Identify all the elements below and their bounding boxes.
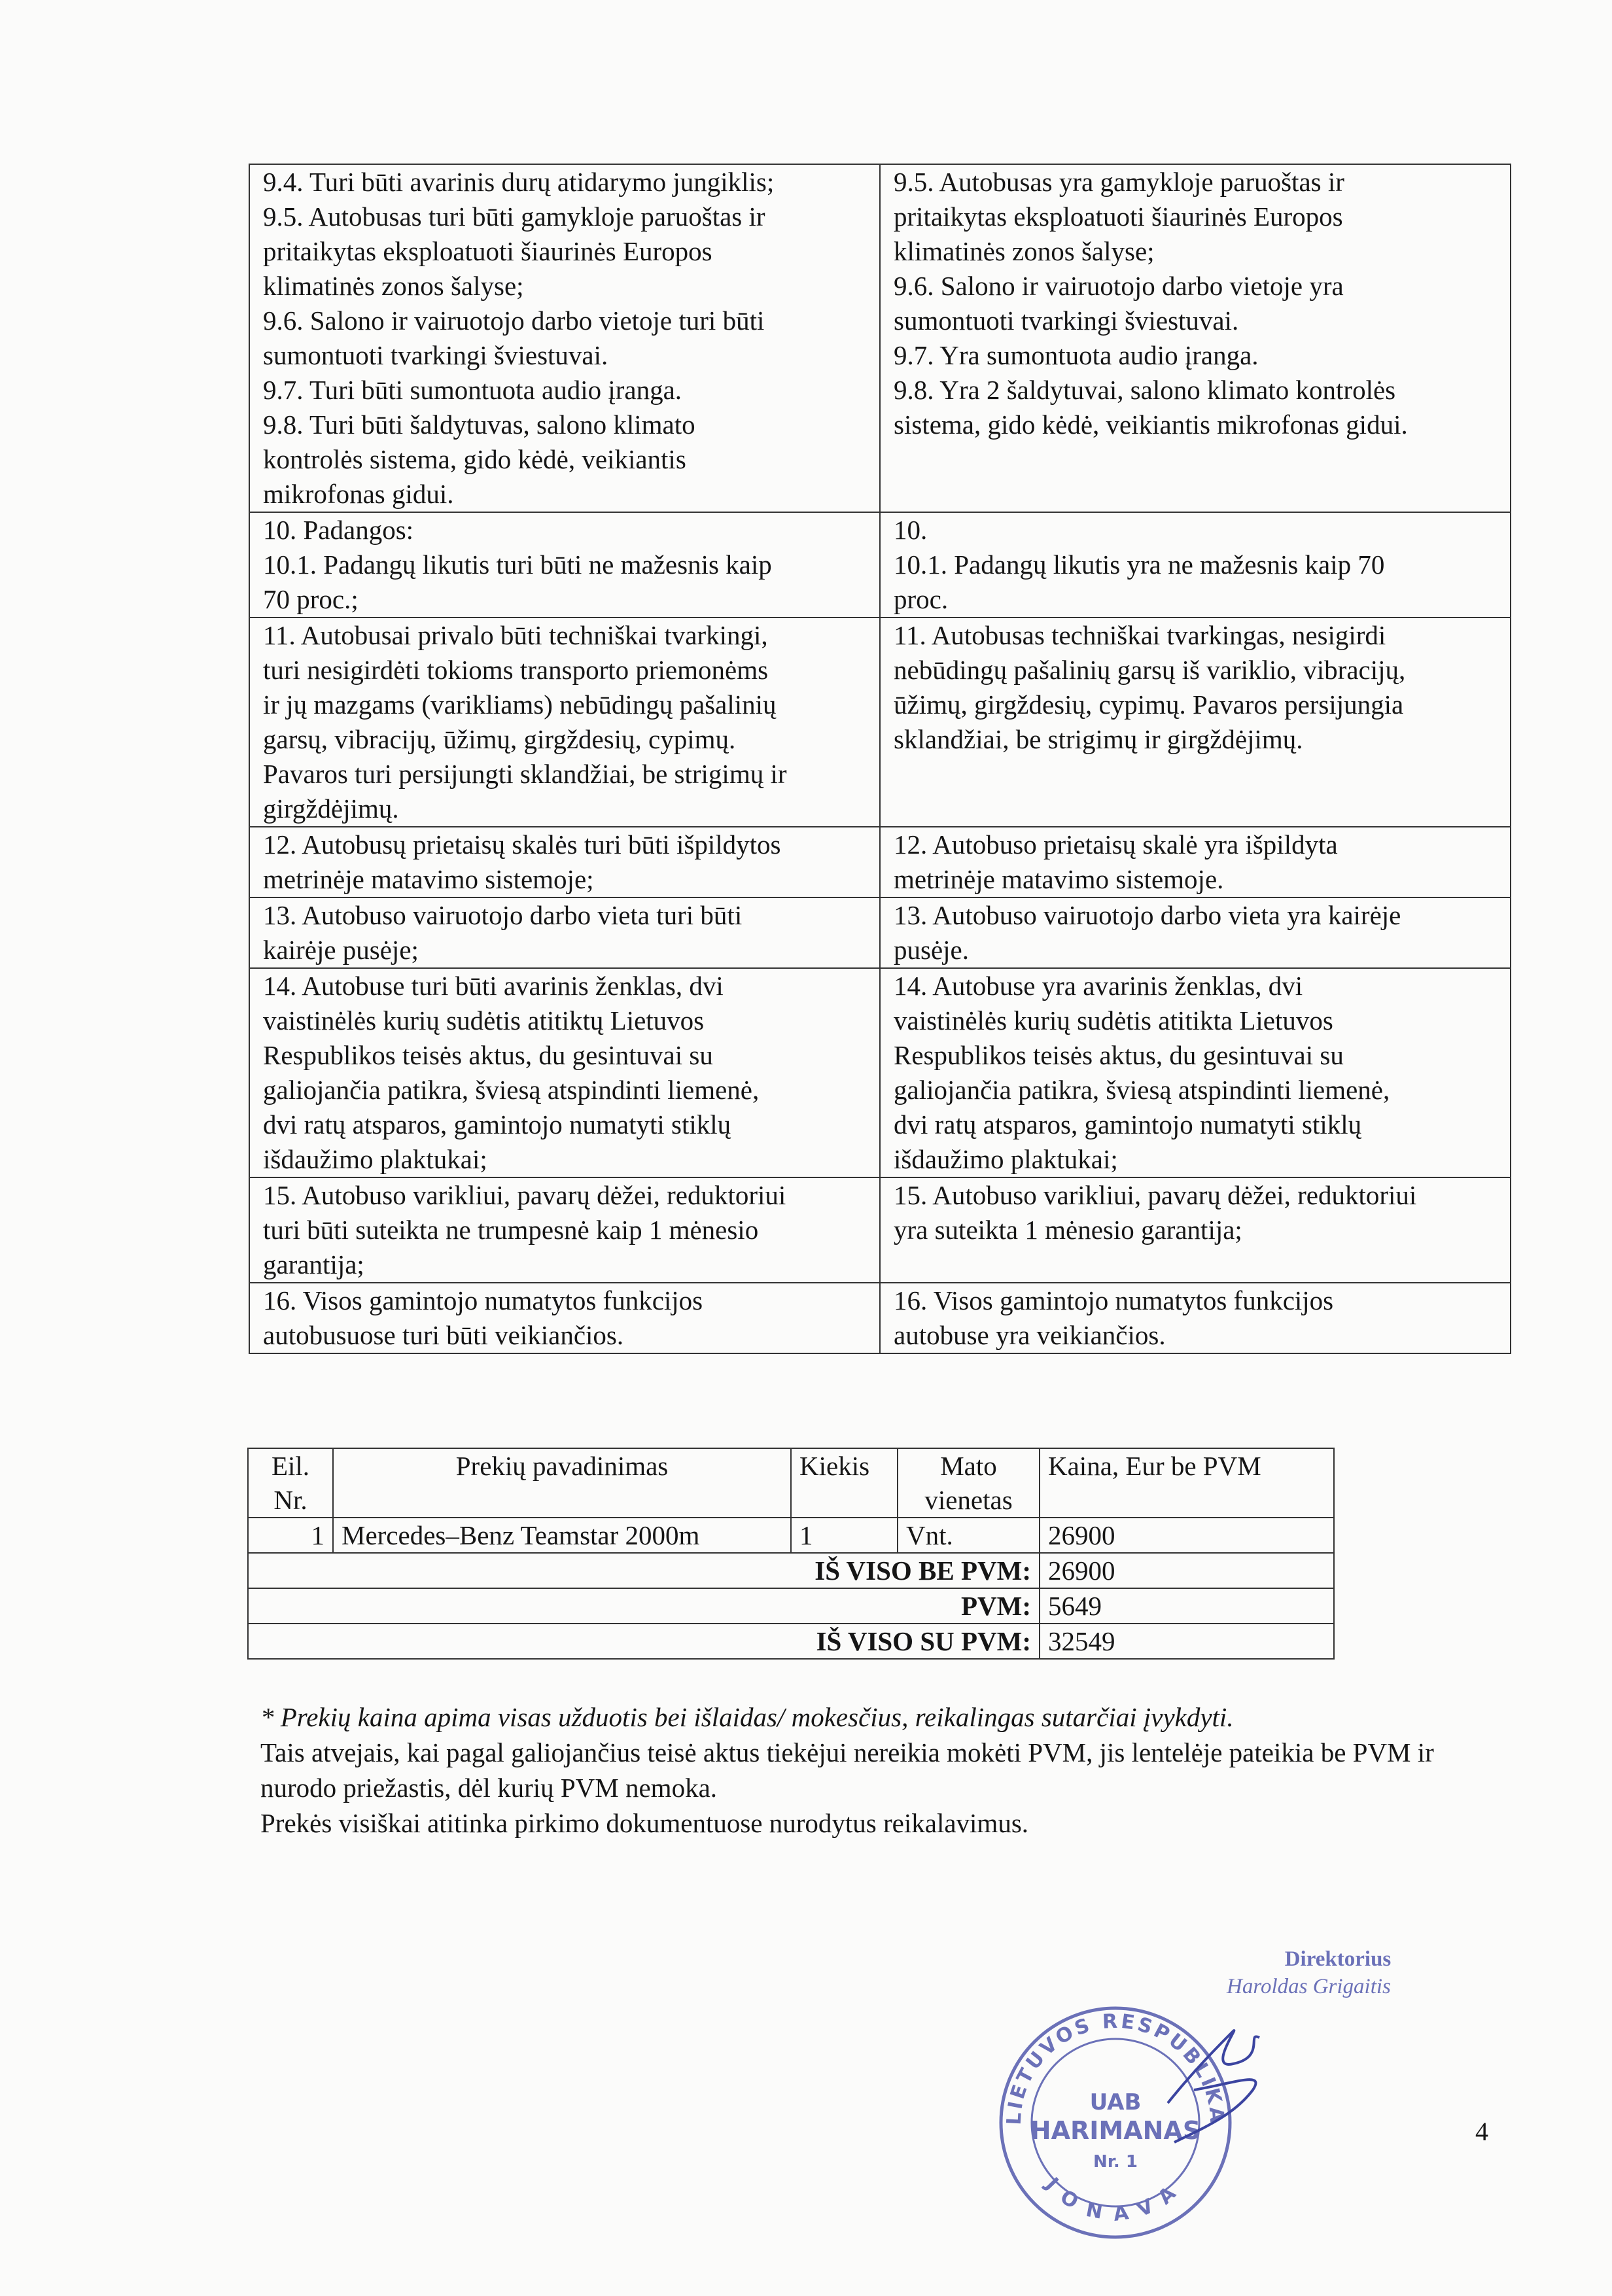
cell-text-line: dvi ratų atsparos, gamintojo numatyti stiklų <box>263 1109 731 1139</box>
goods-header-row <box>248 1448 1334 1518</box>
cell-text-line: metrinėje matavimo sistemoje. <box>894 864 1224 894</box>
requirement-cell <box>249 617 880 827</box>
stamp-number: Nr. 1 <box>1093 2152 1138 2172</box>
requirement-row <box>249 827 1511 897</box>
cell-text-line: mikrofonas gidui. <box>263 479 454 509</box>
cell-text-line: 9.7. Yra sumontuota audio įranga. <box>894 340 1259 370</box>
offer-cell <box>880 164 1511 512</box>
cell-text-line: kairėje pusėje; <box>263 935 419 965</box>
requirement-cell <box>249 827 880 897</box>
cell-text-line: išdaužimo plaktukai; <box>263 1144 487 1174</box>
cell-text-line: sumontuoti tvarkingi šviestuvai. <box>894 305 1239 336</box>
item-name: Mercedes–Benz Teamstar 2000m <box>333 1518 791 1553</box>
cell-text-line: klimatinės zonos šalyse; <box>263 271 524 301</box>
offer-cell <box>880 827 1511 897</box>
total-label: IŠ VISO BE PVM: <box>248 1553 1040 1588</box>
cell-text-line: pritaikytas eksploatuoti šiaurinės Europos <box>894 201 1343 232</box>
cell-text-line: 9.8. Turi būti šaldytuvas, salono klimato <box>263 409 695 440</box>
cell-text-line: autobusuose turi būti veikiančios. <box>263 1320 624 1350</box>
total-row <box>248 1624 1334 1659</box>
total-value: 5649 <box>1040 1588 1334 1624</box>
cell-text-line: garsų, vibracijų, ūžimų, girgždesių, cypimų. <box>263 724 736 754</box>
cell-text-line: vaistinėlės kurių sudėtis atitikta Lietuvos <box>894 1005 1333 1035</box>
cell-text-line: ir jų mazgams (varikliams) nebūdingų pašalinių <box>263 689 777 720</box>
cell-text-line: 13. Autobuso vairuotojo darbo vieta yra kairėje <box>894 900 1401 930</box>
requirement-cell <box>249 164 880 512</box>
cell-text-line: Respublikos teisės aktus, du gesintuvai su <box>263 1040 713 1070</box>
stamp-city-text: JONAVA <box>1041 2173 1190 2227</box>
requirements-table-body <box>249 164 1511 1353</box>
header-price: Kaina, Eur be PVM <box>1040 1448 1334 1518</box>
cell-text-line: metrinėje matavimo sistemoje; <box>263 864 594 894</box>
cell-text-line: autobuse yra veikiančios. <box>894 1320 1166 1350</box>
total-value: 32549 <box>1040 1624 1334 1659</box>
goods-item-row <box>248 1518 1334 1553</box>
cell-text-line: pritaikytas eksploatuoti šiaurinės Europos <box>263 236 712 266</box>
stamp-top-text: LIETUVOS RESPUBLIKA <box>1002 2009 1229 2126</box>
cell-text-line: kontrolės sistema, gido kėdė, veikiantis <box>263 444 686 474</box>
requirement-row <box>249 512 1511 617</box>
offer-cell <box>880 1283 1511 1353</box>
item-quantity: 1 <box>791 1518 898 1553</box>
company-stamp <box>958 1992 1266 2247</box>
cell-text-line: 10. <box>894 515 928 545</box>
requirement-cell <box>249 968 880 1177</box>
cell-text-line: 15. Autobuso varikliui, pavarų dėžei, reduktoriui <box>263 1180 786 1210</box>
goods-price-table <box>247 1448 1335 1660</box>
signatory-title: Direktorius <box>1284 1947 1392 1971</box>
cell-text-line: vaistinėlės kurių sudėtis atitiktų Lietuvos <box>263 1005 705 1035</box>
cell-text-line: 15. Autobuso varikliui, pavarų dėžei, reduktoriui <box>894 1180 1417 1210</box>
cell-text-line: 16. Visos gamintojo numatytos funkcijos <box>263 1285 703 1315</box>
cell-text-line: nebūdingų pašalinių garsų iš variklio, vibracijų, <box>894 655 1406 685</box>
requirement-cell <box>249 897 880 968</box>
stamp-company-type: UAB <box>1089 2089 1142 2115</box>
requirement-row <box>249 968 1511 1177</box>
cell-text-line: Respublikos teisės aktus, du gesintuvai su <box>894 1040 1344 1070</box>
total-label: PVM: <box>248 1588 1040 1624</box>
cell-text-line: 14. Autobuse turi būti avarinis ženklas, dvi <box>263 971 724 1001</box>
requirement-row <box>249 1283 1511 1353</box>
item-price: 26900 <box>1040 1518 1334 1553</box>
cell-text-line: dvi ratų atsparos, gamintojo numatyti stiklų <box>894 1109 1362 1139</box>
cell-text-line: išdaužimo plaktukai; <box>894 1144 1118 1174</box>
cell-text-line: pusėje. <box>894 935 969 965</box>
requirements-comparison-table <box>249 164 1511 1354</box>
requirement-cell <box>249 1177 880 1283</box>
notes-section <box>260 1699 1503 1841</box>
cell-text-line: 14. Autobuse yra avarinis ženklas, dvi <box>894 971 1303 1001</box>
cell-text-line: turi būti suteikta ne trumpesnė kaip 1 mėnesio <box>263 1215 759 1245</box>
cell-text-line: 16. Visos gamintojo numatytos funkcijos <box>894 1285 1334 1315</box>
cell-text-line: 13. Autobuso vairuotojo darbo vieta turi būti <box>263 900 743 930</box>
header-product-name: Prekių pavadinimas <box>333 1448 791 1518</box>
cell-text-line: 12. Autobusų prietaisų skalės turi būti išpildytos <box>263 829 781 860</box>
cell-text-line: sistema, gido kėdė, veikiantis mikrofonas gidui. <box>894 409 1408 440</box>
cell-text-line: 9.7. Turi būti sumontuota audio įranga. <box>263 375 682 405</box>
cell-text-line: klimatinės zonos šalyse; <box>894 236 1155 266</box>
header-unit: Mato vienetas <box>898 1448 1040 1518</box>
cell-text-line: turi nesigirdėti tokioms transporto priemonėms <box>263 655 769 685</box>
cell-text-line: 10. Padangos: <box>263 515 414 545</box>
cell-text-line: garantija; <box>263 1249 364 1279</box>
cell-text-line: 12. Autobuso prietaisų skalė yra išpildyta <box>894 829 1338 860</box>
stamp-company-name: HARIMANAS <box>1030 2116 1201 2145</box>
header-quantity: Kiekis <box>791 1448 898 1518</box>
cell-text-line: 9.6. Salono ir vairuotojo darbo vietoje turi būti <box>263 305 765 336</box>
cell-text-line: 70 proc.; <box>263 584 359 614</box>
cell-text-line: sklandžiai, be strigimų ir girgždėjimų. <box>894 724 1303 754</box>
cell-text-line: 9.4. Turi būti avarinis durų atidarymo jungiklis; <box>263 167 775 197</box>
cell-text-line: Pavaros turi persijungti sklandžiai, be strigimų ir <box>263 759 787 789</box>
offer-cell <box>880 897 1511 968</box>
total-row <box>248 1553 1334 1588</box>
cell-text-line: girgždėjimų. <box>263 793 399 824</box>
cell-text-line: 9.5. Autobusas turi būti gamykloje paruoštas ir <box>263 201 765 232</box>
cell-text-line: galiojančia patikra, šviesą atspindinti liemenė, <box>263 1075 760 1105</box>
header-item-number: Eil. Nr. <box>248 1448 333 1518</box>
vat-note: Tais atvejais, kai pagal galiojančius teisė aktus tiekėjui nereikia mokėti PVM, jis lentelėje pateikia be PVM ir nurodo priežastis, dėl kurių PVM nemoka. <box>260 1737 1434 1803</box>
total-value: 26900 <box>1040 1553 1334 1588</box>
offer-cell <box>880 512 1511 617</box>
cell-text-line: 9.6. Salono ir vairuotojo darbo vietoje yra <box>894 271 1344 301</box>
cell-text-line: 11. Autobusai privalo būti techniškai tvarkingi, <box>263 620 768 650</box>
item-unit: Vnt. <box>898 1518 1040 1553</box>
cell-text-line: 9.5. Autobusas yra gamykloje paruoštas ir <box>894 167 1344 197</box>
cell-text-line: galiojančia patikra, šviesą atspindinti liemenė, <box>894 1075 1390 1105</box>
offer-cell <box>880 1177 1511 1283</box>
requirement-cell <box>249 512 880 617</box>
offer-cell <box>880 617 1511 827</box>
cell-text-line: proc. <box>894 584 949 614</box>
total-row <box>248 1588 1334 1624</box>
item-number: 1 <box>248 1518 333 1553</box>
compliance-note: Prekės visiškai atitinka pirkimo dokumentuose nurodytus reikalavimus. <box>260 1808 1029 1838</box>
cell-text-line: ūžimų, girgždesių, cypimų. Pavaros persijungia <box>894 689 1404 720</box>
cell-text-line: sumontuoti tvarkingi šviestuvai. <box>263 340 608 370</box>
signatory-name: Haroldas Grigaitis <box>1227 1975 1391 1998</box>
offer-cell <box>880 968 1511 1177</box>
cell-text-line: 9.8. Yra 2 šaldytuvai, salono klimato kontrolės <box>894 375 1396 405</box>
cell-text-line: 11. Autobusas techniškai tvarkingas, nesigirdi <box>894 620 1386 650</box>
requirement-row <box>249 897 1511 968</box>
total-label: IŠ VISO SU PVM: <box>248 1624 1040 1659</box>
cell-text-line: yra suteikta 1 mėnesio garantija; <box>894 1215 1242 1245</box>
cell-text-line: 10.1. Padangų likutis yra ne mažesnis kaip 70 <box>894 549 1385 580</box>
requirement-row <box>249 1177 1511 1283</box>
page-number: 4 <box>1475 2117 1488 2146</box>
cell-text-line: 10.1. Padangų likutis turi būti ne mažesnis kaip <box>263 549 772 580</box>
requirement-row <box>249 617 1511 827</box>
requirement-row <box>249 164 1511 512</box>
requirement-cell <box>249 1283 880 1353</box>
price-scope-note: * Prekių kaina apima visas užduotis bei išlaidas/ mokesčius, reikalingas sutarčiai įvykdyti. <box>260 1702 1234 1732</box>
